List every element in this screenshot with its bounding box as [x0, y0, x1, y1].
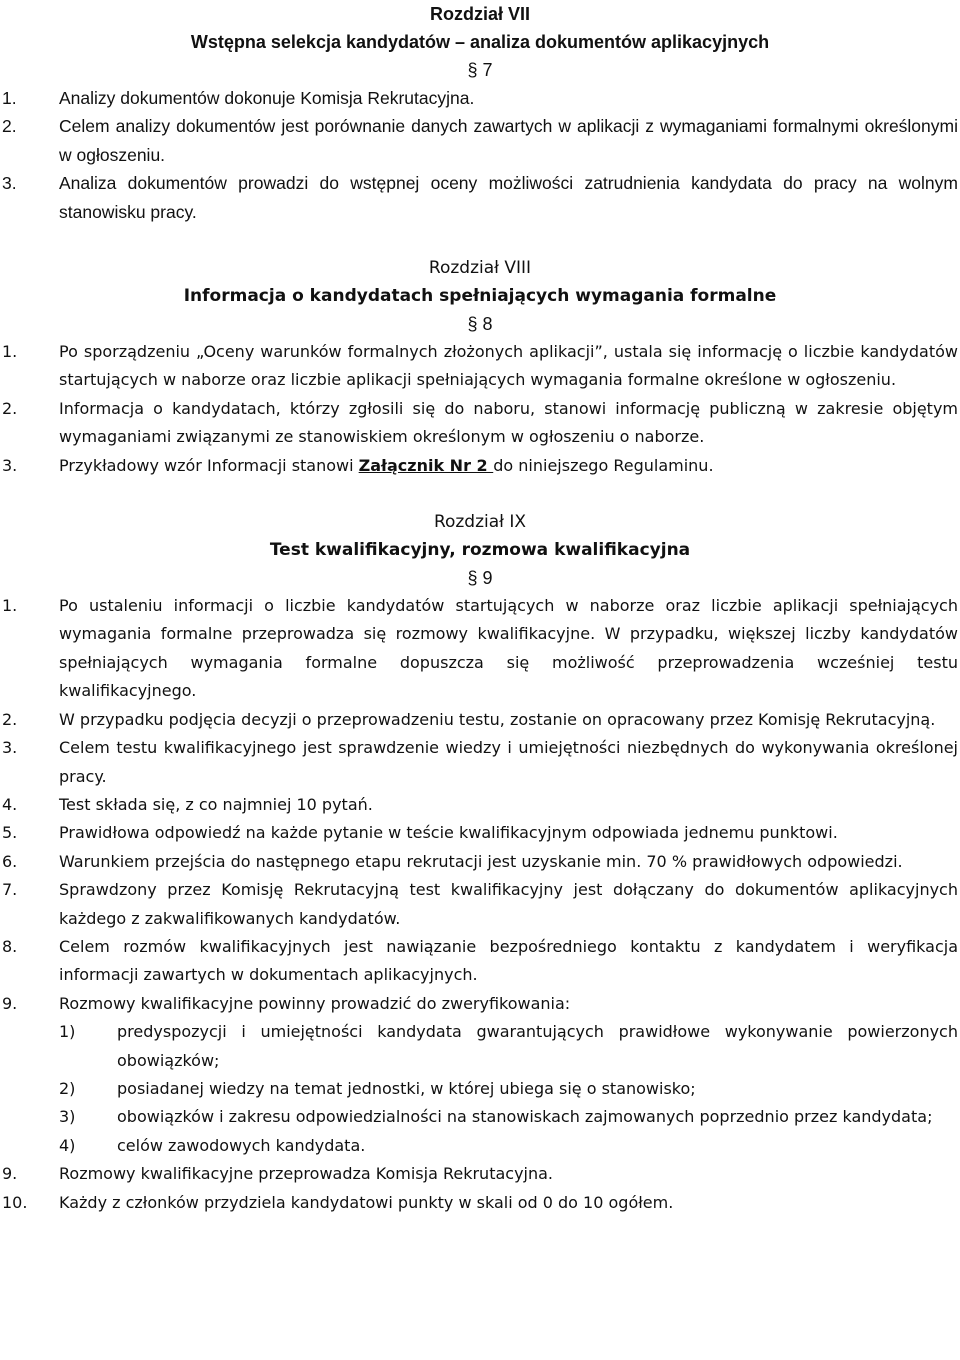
- chapter-8-title: Informacja o kandydatach spełniających wymagania formalne: [183, 286, 777, 307]
- ch9-item-4: [0, 791, 960, 819]
- chapter-7-title: Wstępna selekcja kandydatów – analiza dokumentów aplikacyjnych: [190, 32, 770, 52]
- item-number: 5.: [2, 823, 18, 843]
- ch9-item-5: [0, 819, 960, 847]
- subitem-text: posiadanej wiedzy na temat jednostki, w której ubiega się o stanowisko;: [117, 1078, 696, 1098]
- ch9-item-3: [0, 734, 960, 791]
- ch8-item-1: [0, 338, 960, 395]
- paragraph-7-sign: § 7: [467, 60, 493, 80]
- item-number: 2.: [2, 709, 18, 729]
- item-number: 3.: [2, 738, 18, 758]
- item-text: Po sporządzeniu „Oceny warunków formalnych złożonych aplikacji”, ustala się informację o liczbie kandydatów startujących w naborze oraz liczbie aplikacji spełniających wymagania formalne określone w ogłoszeniu.: [59, 342, 958, 390]
- subitem-text: predyspozycji i umiejętności kandydata gwarantujących prawidłowe wykonywanie powierzonych obowiązków;: [117, 1022, 958, 1070]
- item-number: 8.: [2, 936, 18, 956]
- item-number: 9.: [2, 993, 18, 1013]
- item-number: 4.: [2, 794, 18, 814]
- subitem-text: obowiązków i zakresu odpowiedzialności na stanowiskach zajmowanych poprzednio przez kandydata;: [117, 1107, 933, 1127]
- ch9-item-6: [0, 848, 960, 876]
- subitem-number: 3): [59, 1107, 76, 1127]
- ch7-item-2: [0, 112, 960, 169]
- item-text: Sprawdzony przez Komisję Rekrutacyjną test kwalifikacyjny jest dołączany do dokumentów aplikacyjnych każdego z zakwalifikowanych kandydatów.: [59, 880, 958, 928]
- item-number: 2.: [2, 398, 18, 418]
- item-number: 10.: [2, 1192, 28, 1212]
- ch9-item-7: [0, 876, 960, 933]
- item-text-before: Przykładowy wzór Informacji stanowi: [59, 455, 359, 475]
- ch9-subitem-3: [0, 1103, 960, 1131]
- ch8-item-2: [0, 395, 960, 452]
- item-text-after: do niniejszego Regulaminu.: [493, 455, 714, 475]
- ch9-subitem-1: [0, 1018, 960, 1075]
- item-text: W przypadku podjęcia decyzji o przeprowadzeniu testu, zostanie on opracowany przez Komisję Rekrutacyjną.: [59, 709, 936, 729]
- ch7-item-3: [0, 169, 960, 226]
- item-number: 2.: [2, 116, 17, 137]
- ch7-item-1: [0, 84, 960, 112]
- ch9-subitem-4: [0, 1132, 960, 1160]
- item-text: Celem testu kwalifikacyjnego jest sprawdzenie wiedzy i umiejętności niezbędnych do wykonywania określonej pracy.: [59, 738, 958, 786]
- item-text: Rozmowy kwalifikacyjne przeprowadza Komisja Rekrutacyjna.: [59, 1164, 554, 1184]
- item-text: Rozmowy kwalifikacyjne powinny prowadzić do zweryfikowania:: [59, 993, 571, 1013]
- ch9-item-10: [0, 1189, 960, 1217]
- item-text: Analiza dokumentów prowadzi do wstępnej oceny możliwości zatrudnienia kandydata do pracy na wolnym stanowisku pracy.: [59, 173, 958, 222]
- ch9-subitem-2: [0, 1075, 960, 1103]
- subitem-number: 1): [59, 1022, 76, 1042]
- chapter-9-title: Test kwalifikacyjny, rozmowa kwalifikacyjna: [269, 540, 691, 561]
- ch9-item-1: [0, 592, 960, 706]
- item-text: Analizy dokumentów dokonuje Komisja Rekrutacyjna.: [59, 88, 475, 108]
- chapter-9-heading: Rozdział IX: [433, 512, 527, 533]
- item-text: Informacja o kandydatach, którzy zgłosili się do naboru, stanowi informację publiczną w zakresie objętym wymaganiami związanymi ze stanowiskiem określonym w ogłoszeniu o naborze.: [59, 398, 958, 447]
- subitem-number: 2): [59, 1078, 76, 1098]
- item-number: 3.: [2, 173, 17, 194]
- item-text: Test składa się, z co najmniej 10 pytań.: [59, 794, 373, 814]
- item-number: 3.: [2, 455, 18, 475]
- chapter-8-heading: Rozdział VIII: [428, 258, 532, 279]
- item-number: 6.: [2, 851, 18, 871]
- ch8-item-3: [0, 452, 960, 480]
- ch9-item-9b: [0, 1160, 960, 1188]
- item-number: 1.: [2, 342, 18, 362]
- ch9-item-9: [0, 990, 960, 1018]
- subitem-text: celów zawodowych kandydata.: [117, 1135, 366, 1155]
- paragraph-9-sign: § 9: [467, 568, 493, 589]
- item-number: 7.: [2, 880, 18, 900]
- item-text: Celem analizy dokumentów jest porównanie danych zawartych w aplikacji z wymaganiami formalnymi określonymi w ogłoszeniu.: [59, 116, 958, 165]
- item-text: Warunkiem przejścia do następnego etapu rekrutacji jest uzyskanie min. 70 % prawidłowych odpowiedzi.: [59, 851, 903, 871]
- subitem-number: 4): [59, 1135, 76, 1155]
- item-text: Prawidłowa odpowiedź na każde pytanie w teście kwalifikacyjnym odpowiada jednemu punktowi.: [59, 823, 838, 843]
- ch9-item-8: [0, 933, 960, 990]
- chapter-7-heading: Rozdział VII: [429, 4, 530, 24]
- ch9-item-2: [0, 706, 960, 734]
- paragraph-8-sign: § 8: [467, 314, 493, 335]
- item-text: Celem rozmów kwalifikacyjnych jest nawiązanie bezpośredniego kontaktu z kandydatem i weryfikacja informacji zawartych w dokumentach aplikacyjnych.: [59, 936, 958, 985]
- item-text: Każdy z członków przydziela kandydatowi punkty w skali od 0 do 10 ogółem.: [59, 1192, 674, 1212]
- item-number: 1.: [2, 596, 18, 616]
- item-number: 9.: [2, 1164, 18, 1184]
- attachment-link[interactable]: Załącznik Nr 2: [358, 455, 494, 475]
- item-number: 1.: [2, 88, 17, 108]
- item-text: Po ustaleniu informacji o liczbie kandydatów startujących w naborze oraz liczbie aplikacji spełniających wymagania formalne przeprowadza się rozmowy kwalifikacyjne. W przypadku, większej liczby kandydatów spełniających wymagania formalne dopuszcza się możliwość przeprowadzenia wcześniej testu kwalifikacyjnego.: [59, 596, 958, 701]
